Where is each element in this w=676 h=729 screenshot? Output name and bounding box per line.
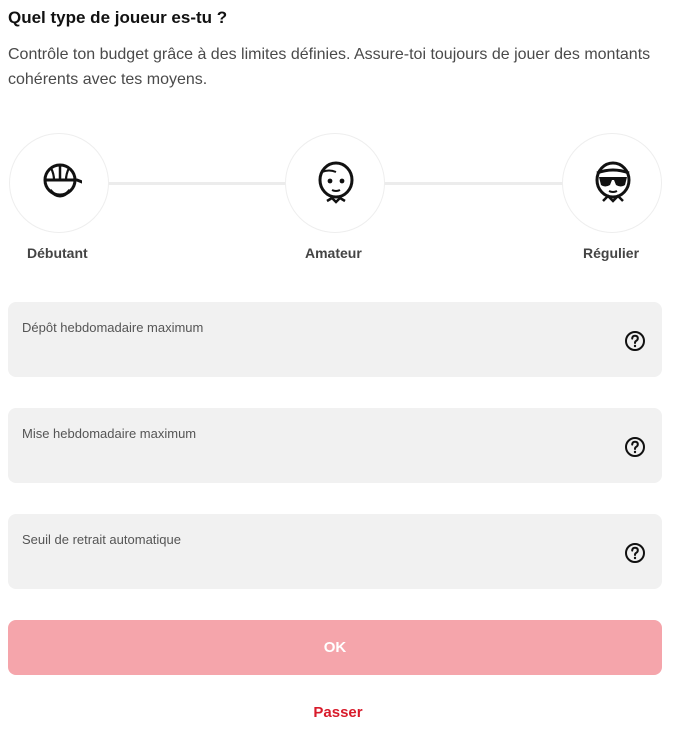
question-circle-icon[interactable] [624, 436, 646, 458]
field-label: Dépôt hebdomadaire maximum [22, 320, 204, 335]
question-circle-icon[interactable] [624, 542, 646, 564]
question-circle-icon[interactable] [624, 330, 646, 352]
field-label: Seuil de retrait automatique [22, 532, 181, 547]
regular-sunglasses-face-icon [591, 160, 635, 208]
max-weekly-deposit-field[interactable] [8, 302, 662, 377]
profile-label-amateur: Amateur [305, 245, 362, 261]
page-subtitle: Contrôle ton budget grâce à des limites définies. Assure-toi toujours de jouer des montants cohérents avec tes moyens. [8, 46, 651, 88]
page-title: Quel type de joueur es-tu ? [8, 8, 228, 27]
profile-option-amateur[interactable] [285, 133, 385, 233]
auto-withdrawal-threshold-field[interactable] [8, 514, 662, 589]
amateur-face-icon [314, 160, 358, 208]
profile-label-debutant: Débutant [27, 245, 88, 261]
beginner-helmet-face-icon [38, 160, 82, 208]
skip-link[interactable]: Passer [313, 704, 363, 721]
profile-option-regulier[interactable] [562, 133, 662, 233]
field-label: Mise hebdomadaire maximum [22, 426, 197, 441]
ok-button[interactable]: OK [8, 620, 662, 675]
profile-option-debutant[interactable] [9, 133, 109, 233]
profile-label-regulier: Régulier [583, 245, 640, 261]
max-weekly-bet-field[interactable] [8, 408, 662, 483]
